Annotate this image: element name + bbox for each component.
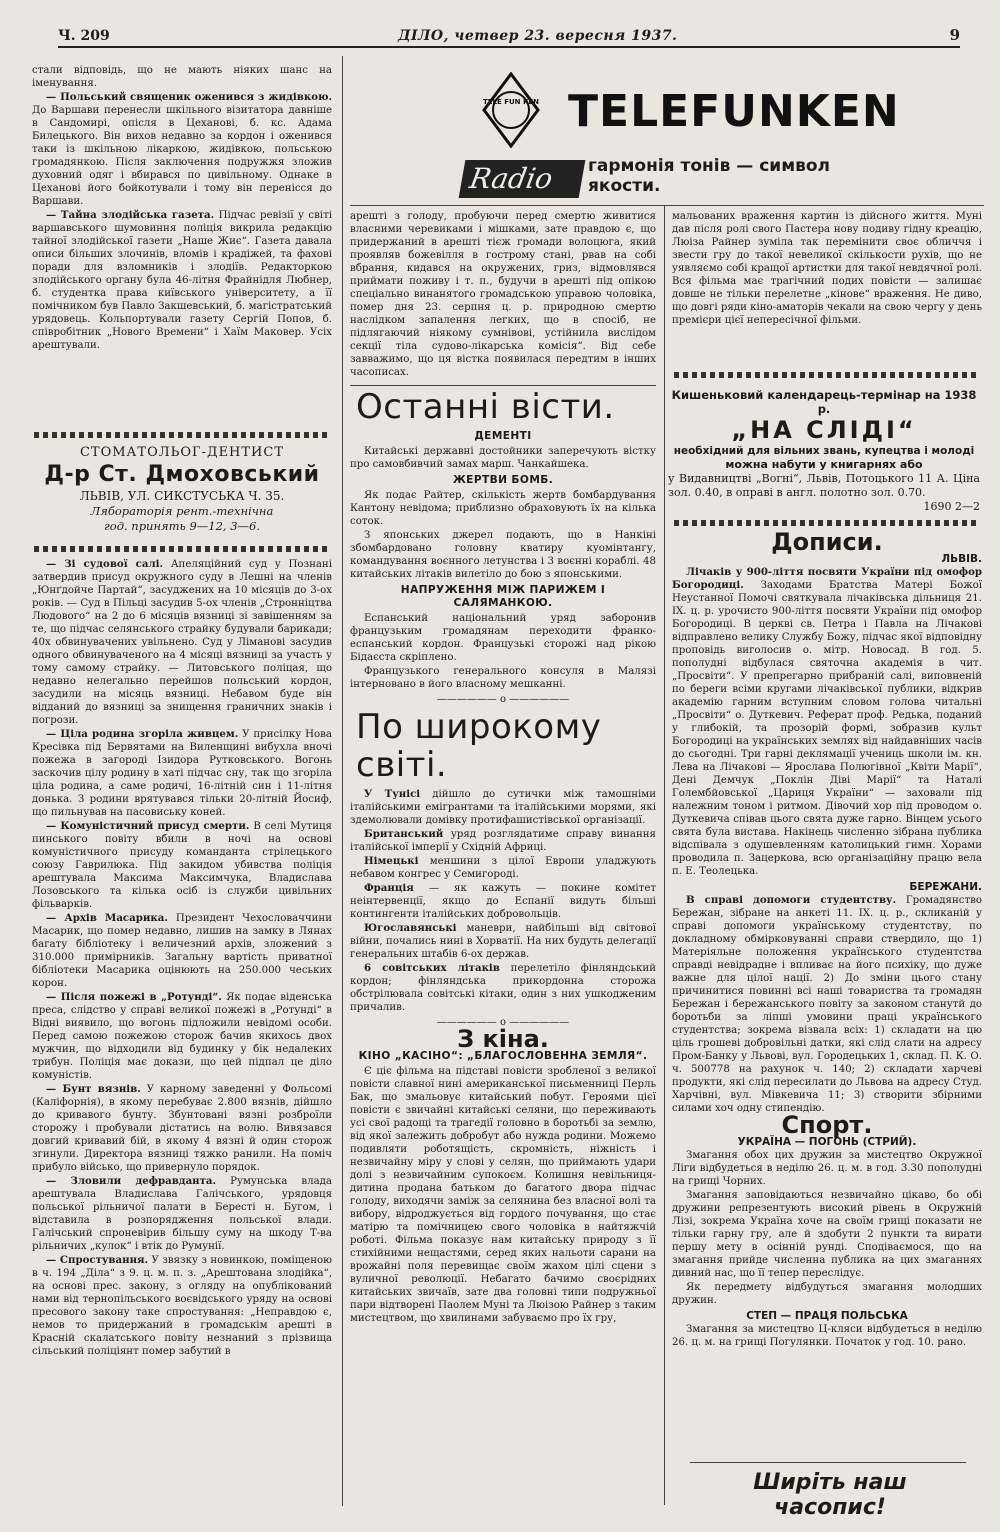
column-2 <box>350 210 656 1508</box>
report-lychakiv <box>672 566 982 878</box>
text-paragraph: Змагання обох цих дружин за мистецтво Окружної Ліги відбудеться в неділю 26. ц. м. в год. 3.30 пополудні на грищі Чорних. <box>672 1150 982 1187</box>
text-paragraph: Як передмету відбудуться змагання молодших дружин. <box>672 1282 982 1306</box>
column-1-top <box>32 64 332 434</box>
calendar-title: Кишеньковий календарець-термінар на 1938 р. <box>671 388 977 416</box>
article-heading: — Польський священик оженився з жидівкою. <box>46 91 332 103</box>
column-rule-1 <box>342 56 343 1506</box>
article-heading: — Комуністичний присуд смерти. <box>46 820 250 832</box>
dentist-advertisement <box>32 445 332 533</box>
report-heading: Лічаків у 900-ліття посвяти України під омофор Богородиці. <box>672 566 982 591</box>
calendar-code: 1690 2—2 <box>923 500 980 513</box>
article-correction <box>32 1254 332 1358</box>
item-body: — як кажуть — покине комітет неінтервенції, якщо до Еспанії видуть більші контингенти італійських добровольців. <box>350 883 656 920</box>
article-heading: — Бунт вязнів. <box>46 1083 141 1095</box>
telefunken-advertisement <box>460 64 900 200</box>
text-paragraph: мальованих враження картин із дійсного життя. Муні дав після ролі свого Пастера нову подиву гідну креацію, Люіза Райнер зуміла так перемінити своє обличчя і звести гру до такої невеликої скількости рухів, що не уявляємо собі кращої артистки для такої невдячної ролі. Вся фільма має трагічний подих повісти — залишає довше не тільки перелетне „кінове“ враження. Не диво, що довгі ряди кіно-аматорів чекали на свою чергу у день премієри цієї непересічної фільми. <box>672 211 982 326</box>
place-heading: ЛЬВІВ. <box>941 553 982 565</box>
article-gazette <box>32 209 332 352</box>
article-priest <box>32 91 332 208</box>
text-paragraph: Є ціє фільма на підставі повісти зробленої з великої повісти славної нині американської письменниці Перль Бак, що змальовує китайський побут. Героями цієї повісти є звичайні китайські селяни, що переживають усі свої радощі та трагедії головно в боротьбі за землю, від якої залежить добробут або нужда родини. Можемо подивляти роботящість, скромність, ніжність і незвичайну міру у слові у селян, що приймають удари долі з незвичайним супокоєм. Колишня невільниця-дитина продана батьком до багатого двора підчас голоду, виходячи заміж за селянина без власної волі та вибору, відроджується від гордого почування, що стає матірю та помічницею свого чоловіка в найтяжчій роботі. Фільма показує нам китайську природу з її стихійними нещастями, серед яких нальоти сарани на врожайні поля перевищає своїм жахом цілі сцени з вуличної революції. Небагато бачимо своєрідних китайських звичаїв, зате два головні типи подружньої пари відтворені Паолем Муні та Люізою Райнер з таким мистецтвом, що хвилинами забуваємо про їх гру, <box>350 1066 656 1324</box>
section-rule <box>350 385 656 386</box>
item-lead: Британський <box>364 828 444 840</box>
separator: —————— o —————— <box>436 1017 570 1028</box>
badge-text: TELE FUN KEN <box>482 98 540 106</box>
article-body: Президент Чехословаччини Масарик, що помер недавно, лишив на замку в Лянах багату бібліотеку і величезний архів, зложений з 310.000 примірників. Загальну вартість приватної бібліотеки Масарика оцінюють на 250.000 чеських корон. <box>32 913 332 989</box>
article-heading: — Спростування. <box>46 1254 149 1266</box>
article-fire <box>32 728 332 819</box>
masthead-date: ДІЛО, четвер 23. вересня 1937. <box>398 28 678 44</box>
article-heading: — Ціла родина згоріла живцем. <box>46 728 239 740</box>
subheading: ЖЕРТВИ БОМБ. <box>452 474 554 486</box>
ornament-divider <box>674 520 980 526</box>
calendar-advertisement <box>668 388 980 514</box>
report-body: Громадянство Бережан, зібране на анкеті 11. IX. ц. р., скликаній у справі допомоги українському студентству, по докладному обмірковуванні справи ствердило, що 1) Матеріяльне положення українського студентства справді невідрадне і впливає на його психіку, що дуже важне для цілої нації. 2) До зміни цього стану причинитися повинні всі наші товариства та громадян Бережан і бережанського повіту за законом станутй до боротьби за ліпші умовини праці українського студентства; зокрема візвала всіх: 1) складати на цю ціль грошеві добровільні датки, які слід слати на адресу Пром-Банку у Львові, вул. Городецьких 1, склад. П. К. О. ч. 500778 на рахунок ч. 140; 2) складати харчеві продукти, які слід пересилати до Львова на адресу Студ. Харчівні, вул. Мівкевича 11; 3) створити збірними силами хоч одну стипендію. <box>672 895 982 1114</box>
report-body: Заходами Братства Матері Божої Неустанної Помочі святкувала лічаківська дільниця 21. IX. ц. р. урочисто 900-ліття посвяти України під омофор Богородиці. В церкві св. Петра і Павла на Лічакові відправлено велику Службу Божу, підчас якої відповідну проповідь виголосив о. мітр. Новосад. В год. 5. пополудні відбулася святочна академія в чит. „Просвіти“. У препрегарно прибраній салі, виповненій по береги всіми кругами лічаківської публики, відкрив академію гарним вступним словом голова читальні „Просвіти“ о. Дуткевич. Реферат проф. Редька, поданий у глибокій, та прозорій формі, зобразив культ Богородиці на українських землях від найдавніших часів до сьогодні. Три гарні деклямації учениць школи ім. кн. Лева на Лічакові — Ярослава Полюгівної „Квіти Марії“, Дені Демчук „Поклін Діві Марії“ та Наталі Голембйовської „Цариця України“ — заховали під належним тоном і ритмом. Дівочий хор під проводом о. Дуткевича співав цього свята дуже гарно. Вінцем усього свята була вистава. Накінець численно зібрана публика відспівала з одушевленням католицький гимн. Хорами проводила п. Зацеркова, всю організаційну працю вела п. Е. Теолецька. <box>672 580 982 877</box>
item-lead: У Тунісі <box>364 788 421 800</box>
telefunken-brand: TELEFUNKEN <box>568 86 900 137</box>
article-heading: — Після пожежі в „Ротунді“. <box>46 991 222 1003</box>
match-heading: УКРАЇНА — ПОГОНЬ (СТРИЙ). <box>737 1136 917 1148</box>
article-court <box>32 558 332 727</box>
article-body: Як подає віденська преса, слідство у справі великої пожежі в „Ротунді“ в Відні виявило, що вогонь підложили невідомі особи. Перед самою пожежою сторож бачив якихось двох мужчин, що відходили від будинку у бік недалеких трибун. Поліція має докази, що цей підпал це діло комуністів. <box>32 992 332 1081</box>
ad-profession: СТОМАТОЛЬОГ-ДЕНТИСТ <box>79 445 285 460</box>
article-body: В селі Мутиця пинського повіту вбили в ночі на основі комуністичного присуду команданта стрілецького союзу Гаврилюка. Під закидом убивства поліція арештувала Максима Максимчука, Владислава Лозовського та кілька осіб із служби цивільних фільварків. <box>32 821 332 910</box>
article-embezzler <box>32 1175 332 1253</box>
ad-bottom-rule <box>350 205 984 206</box>
article-heading: — Зі судової салі. <box>46 558 164 570</box>
article-heading: — Зловили дефравданта. <box>46 1175 217 1187</box>
article-rotunda <box>32 991 332 1082</box>
dopysy-heading: Дописи. <box>771 532 883 556</box>
film-title: КІНО „КАСІНО“: „БЛАГОСЛОВЕННА ЗЕМЛЯ“. <box>358 1050 648 1062</box>
column-1-bottom <box>32 558 332 1508</box>
item-lead: Німецькі <box>364 855 419 867</box>
issue-number: Ч. 209 <box>58 28 110 44</box>
article-body: Апеляційний суд у Познані затвердив присуд окружного суду в Лешні на членів „Юнґдойче Партай“, засуджених на 10 місяців до 3-ох років. — Суд в Пільці засудив 5-ох членів „Стронніцтва Людового“ на 2 до 6 місяців вязниці зі завішенням за те, що підчас селянського страйку будували барикади; 40х обвинувачених увільнено. Суд у Ліманові засудив одного обвинуваченого на 4 місяці вязниці за участь у тому самому страйку. — Литовського поліцая, що недавно нелегально перейшов польський кордон, засудили на місяць вязниці. Небавом буде він відданий до вязниці за знищення граничних знаків і погрози. <box>32 559 332 726</box>
latest-news-heading: Останні вісти. <box>356 387 615 427</box>
page-header <box>58 24 960 48</box>
item-body: дійшло до сутички між тамошніми італійськими емігрантами та італійськими морями, які здемолювали домівку протифашистівської організації. <box>350 789 656 826</box>
calendar-desc: необхідний для вільних звань, купецтва і молоді <box>673 445 975 457</box>
ornament-divider <box>674 372 980 378</box>
match-heading: СТЕП — ПРАЦЯ ПОЛЬСЬКА <box>746 1310 908 1322</box>
article-body: У карному заведенні у Фольсомі (Каліфорнія), в якому перебуває 2.800 вязнів, дійшло до кривавого бунту. Збунтовані вязні розброїли сторожу і пробували дістатись на волю. Вивязався довгий кривавий бій, в якому 4 вязні й один сторож згинули. Директора вязниці тяжко ранили. На поміч прибуло військо, що привернуло порядок. <box>32 1084 332 1173</box>
footer-rule <box>690 1462 966 1463</box>
article-masaryk <box>32 912 332 990</box>
item-lead: Югославянські <box>364 922 457 934</box>
text-paragraph: Китайські державні достойники заперечують вістку про самовбивчий замах марш. Чанкайшека. <box>350 446 656 470</box>
article-verdict <box>32 820 332 911</box>
column-3-bottom <box>672 532 982 1462</box>
telefunken-badge-icon <box>482 72 540 148</box>
place-heading: БЕРЕЖАНИ. <box>909 881 982 893</box>
article-body: У звязку з новинкою, поміщеною в ч. 194 „Діла“ з 9. ц. м. п. з. „Арештована злодійка“, на основі прес. закону, з огляду на опублікований нами від тернопільського воєвідського уряду на основі пресового закону таке спростування: „Неправдою є, немов то придержаний в громадськім арешті в Красній скалатського повіту незнаний з прізвища сільський поліціянт помер забутий в <box>32 1255 332 1357</box>
world-item <box>350 962 656 1014</box>
ad-hours: год. принять 9—12, 3—6. <box>103 519 261 533</box>
sport-heading: Спорт. <box>781 1111 873 1139</box>
item-body: перелетіло фінляндський кордон; фінляндська прикордонна сторожа обстрілювала совітські кітаки, один з них ушкодженим причалив. <box>350 963 656 1013</box>
column-rule-2 <box>664 205 665 1505</box>
cinema-heading: З кіна. <box>457 1025 549 1053</box>
article-body: Підчас ревізії у світі варшавського шумовиння поліція викрила редакцію тайної злодійської газети „Наше Жиє“. Газета давала описи більших злочинів, вломів і крадіжей, та фахові поради для взломників і злодіїв. Редакторкою злодійського органу була 46-літня Фрайнідля Любнер, б. студентка права київського університету, а її помічником був Павло Закшевський, б. магістратський урядовець. Кольпортували газету Сергій Попов, б. співробітник „Нового Времени“ і Хаїм Маковер. Усіх арештували. <box>32 210 332 351</box>
ad-doctor-name: Д-р Ст. Дмоховський <box>44 462 320 487</box>
text-paragraph: Змагання за мистецтво Ц-кляси відбудеться в неділю 26. ц. м. на грищі Погулянки. Початок у год. 10. рано. <box>672 1324 982 1348</box>
report-students <box>672 894 982 1115</box>
subheading: НАПРУЖЕННЯ МІЖ ПАРИЖЕМ І САЛЯМАНКОЮ. <box>400 584 606 609</box>
article-body: Румунська влада арештувала Владислава Галічського, урядовця польської рільничої палати в Бересті н. Бугом, і відставила в розпорядження польської влади. Галічський спроневірив більшу суму на шкоду Т-ва рільничих „кулок“ і втік до Румунії. <box>32 1176 332 1252</box>
article-riot <box>32 1083 332 1174</box>
radio-label: Radio <box>459 160 586 198</box>
item-body: маневри, найбільші від світової війни, почались нині в Хорватії. На них будуть делегації генеральних штабів 6-ох держав. <box>350 923 656 960</box>
item-body: уряд розглядатиме справу винання італійської імперії у Східній Африці. <box>350 829 656 853</box>
page-number: 9 <box>949 26 960 44</box>
world-item <box>350 855 656 881</box>
header-rule <box>58 46 960 48</box>
text-paragraph: стали відповідь, що не мають ніяких шанс на іменування. <box>32 65 332 89</box>
footer-slogan: Ширіть наш часопис! <box>753 1470 907 1520</box>
world-heading: По широкому світі. <box>356 707 602 785</box>
report-heading: В справі допомоги студентству. <box>686 894 897 906</box>
calendar-name: „НА СЛІДІ“ <box>731 416 917 444</box>
world-item <box>350 882 656 921</box>
article-heading: — Архів Масарика. <box>46 912 168 924</box>
telefunken-slogan: гармонія тонів — символ якости. <box>588 156 830 196</box>
world-item <box>350 788 656 827</box>
separator: —————— o —————— <box>436 694 570 705</box>
article-body: До Варшави перенесли шкільного візитатора давніше в Сандомирі, опісля в Цеханові, б. кс. Адама Билецького. Він вихов недавно за кордон і оженився таки із шкільною лікаркою, жидівкою, польською громадянкою. Після заключення подружжя зложив духовний одяг і вбирався по цивільному. Однаке в Цеханові його бойкотували і тому він перенісся до Варшави. <box>32 105 332 207</box>
world-item <box>350 922 656 961</box>
ornament-divider <box>34 546 330 552</box>
text-paragraph: арешті з голоду, пробуючи перед смертю живитися власними черевиками і мішками, зате правдою є, що придержаний в арешті тієж громади волоцюга, який проявляв божевілля в гострому стані, рвав на собі вбрання, кидався на окружених, гриз, відмовлявся приймати поживу і т. п., будучи в арешті під опікою спеціально винанятого громадською управою чоловіка, помер дня 23. серпня ц. р. природною смертю наслідком запалення легких, що в спосіб, не підлягаючий ніякому сумнівові, устійнила вислідом секції тіла судово-лікарська комісія“. Від себе завважимо, що ця вістка появилася передтим в інших часописах. <box>350 211 656 378</box>
article-body: У присілку Нова Кресівка під Бервятами на Виленщині вибухла вночі пожежа в загороді Ізидора Рутковського. Вогонь заскочив цілу родину в хаті підчас сну, так що згоріла ціла родина, а саме родичі, 16-літній син і 11-літня донька. З родини врятувався тільки 20-літній Йосиф, що пильнував на пасовиську коней. <box>32 729 332 818</box>
item-lead: Франція <box>364 882 414 894</box>
text-paragraph: Змагання заповідаються незвичайно цікаво, бо обі дружини репрезентують високий рівень в Окружній Лізі, зокрема Україна хоче на своїм грищі показати не тільки гарну гру, але й здобути 2 пункти та вирати першу мету в осінній рунді. Сподіваємося, що на змагання прийде численна публика на цих змаганнях дивний нас, що її тепер переслідує. <box>672 1190 982 1279</box>
text-paragraph: Еспанський національний уряд заборонив французьким громадянам переходити франко-еспанський кордон. Французькі сторожі над рікою Бідаєста скріплено. <box>350 613 656 663</box>
text-paragraph: З японських джерел подають, що в Нанкіні збомбардовано головну кватиру куомінтангу, командування воєнного летунства і 3 воєнні кораблі. 48 китайських літаків вилетіло до бою з японськими. <box>350 530 656 580</box>
ad-lab: Лябораторія рент.-технічна <box>90 504 274 518</box>
world-item <box>350 828 656 854</box>
article-heading: — Тайна злодійська газета. <box>46 209 215 221</box>
ad-address: ЛЬВІВ, УЛ. СИКСТУСЬКА Ч. 35. <box>79 489 285 503</box>
column-3-top <box>672 210 982 370</box>
calendar-where: можна набути у книгарнях або <box>725 458 923 471</box>
subheading: ДЕМЕНТІ <box>474 430 532 442</box>
text-paragraph: Як подає Райтер, скількість жертв бомбардування Кантону невідома; приблизно обраховують їх на кілька соток. <box>350 490 656 527</box>
ornament-divider <box>34 432 330 438</box>
item-body: меншини з цілої Европи уладжують небавом конгрес у Семигороді. <box>350 856 656 880</box>
text-paragraph: Французького генерального консуля в Малязі інтерновано в його власному мешканні. <box>350 666 656 690</box>
calendar-publisher: у Видавництві „Вогні“, Львів, Потоцького 11 А. Ціна зол. 0.40, в оправі в англ. полотно зол. 0.70. <box>668 472 980 499</box>
item-lead: 6 совітських літаків <box>364 962 500 974</box>
